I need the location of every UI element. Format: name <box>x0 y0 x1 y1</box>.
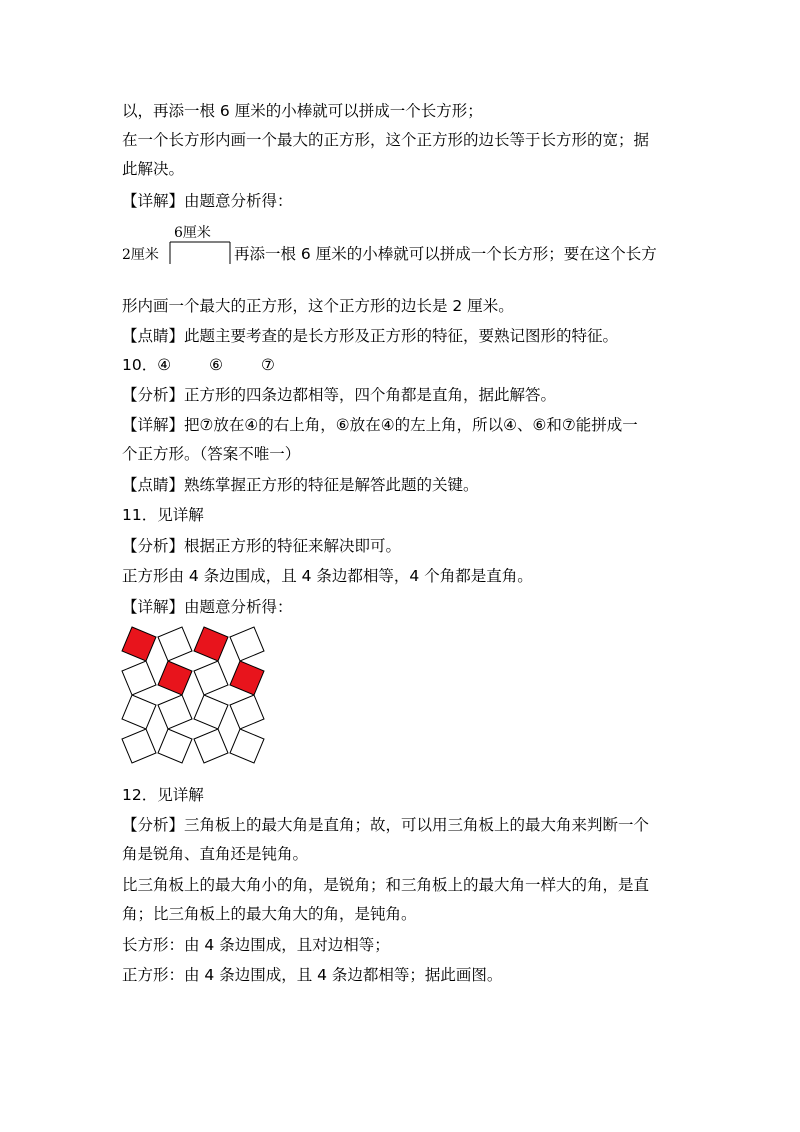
text-line: 形内画一个最大的正方形，这个正方形的边长是 2 厘米。 <box>122 297 514 315</box>
text-line: 角；比三角板上的最大角大的角，是钝角。 <box>122 905 417 923</box>
text-line: 【详解】由题意分析得： <box>122 192 293 210</box>
segment-figure <box>122 222 232 268</box>
square-tile <box>122 729 156 763</box>
highlighted-square <box>122 627 156 661</box>
square-tile <box>230 627 264 661</box>
text-line: 【详解】把⑦放在④的右上角，⑥放在④的左上角，所以④、⑥和⑦能拼成一 <box>122 416 638 434</box>
side-length-label: 2厘米 <box>122 247 159 263</box>
text-line: 【点睛】此题主要考查的是长方形及正方形的特征，要熟记图形的特征。 <box>122 327 619 345</box>
square-tile <box>194 729 228 763</box>
question-number: 10． <box>122 356 158 374</box>
square-tile <box>194 661 228 695</box>
square-tile <box>158 695 192 729</box>
text-line: 11．见详解 <box>122 506 204 524</box>
segment-lines <box>122 222 232 268</box>
text-line: 【分析】三角板上的最大角是直角；故，可以用三角板上的最大角来判断一个 <box>122 816 650 834</box>
top-length-label: 6厘米 <box>174 225 211 241</box>
highlighted-square <box>158 661 192 695</box>
square-tile <box>122 661 156 695</box>
answer-item: ⑦ <box>261 356 275 374</box>
text-line: 长方形：由 4 条边围成，且对边相等； <box>122 936 390 954</box>
text-line: 正方形：由 4 条边围成，且 4 条边都相等；据此画图。 <box>122 966 503 984</box>
tiling-figure <box>115 622 280 772</box>
text-line: 个正方形。（答案不唯一） <box>122 445 301 463</box>
answer-item: ④ <box>157 356 172 374</box>
square-tile <box>122 695 156 729</box>
text-line: 【分析】正方形的四条边都相等，四个角都是直角，据此解答。 <box>122 386 557 404</box>
highlighted-square <box>230 661 264 695</box>
text-line: 【分析】根据正方形的特征来解决即可。 <box>122 537 402 555</box>
text-line: 正方形由 4 条边围成，且 4 条边都相等，4 个角都是直角。 <box>122 567 533 585</box>
highlighted-square <box>194 627 228 661</box>
text-line: 比三角板上的最大角小的角，是锐角；和三角板上的最大角一样大的角，是直 <box>122 876 650 894</box>
square-tile <box>194 695 228 729</box>
square-tile <box>158 627 192 661</box>
text-line: 【详解】由题意分析得： <box>122 598 293 616</box>
text-line: 此解决。 <box>122 160 185 178</box>
text-line: 【点睛】熟练掌握正方形的特征是解答此题的关键。 <box>122 476 479 494</box>
square-tile <box>158 729 192 763</box>
answer-10-line <box>122 354 275 376</box>
text-line: 再添一根 6 厘米的小棒就可以拼成一个长方形；要在这个长方 <box>234 245 657 263</box>
text-line: 12．见详解 <box>122 786 204 804</box>
answer-item: ⑥ <box>209 356 224 374</box>
text-line: 角是锐角、直角还是钝角。 <box>122 845 309 863</box>
text-line: 在一个长方形内画一个最大的正方形，这个正方形的边长等于长方形的宽；据 <box>122 131 650 149</box>
text-line: 以，再添一根 6 厘米的小棒就可以拼成一个长方形； <box>122 102 483 120</box>
square-tile <box>230 729 264 763</box>
square-tile <box>230 695 264 729</box>
